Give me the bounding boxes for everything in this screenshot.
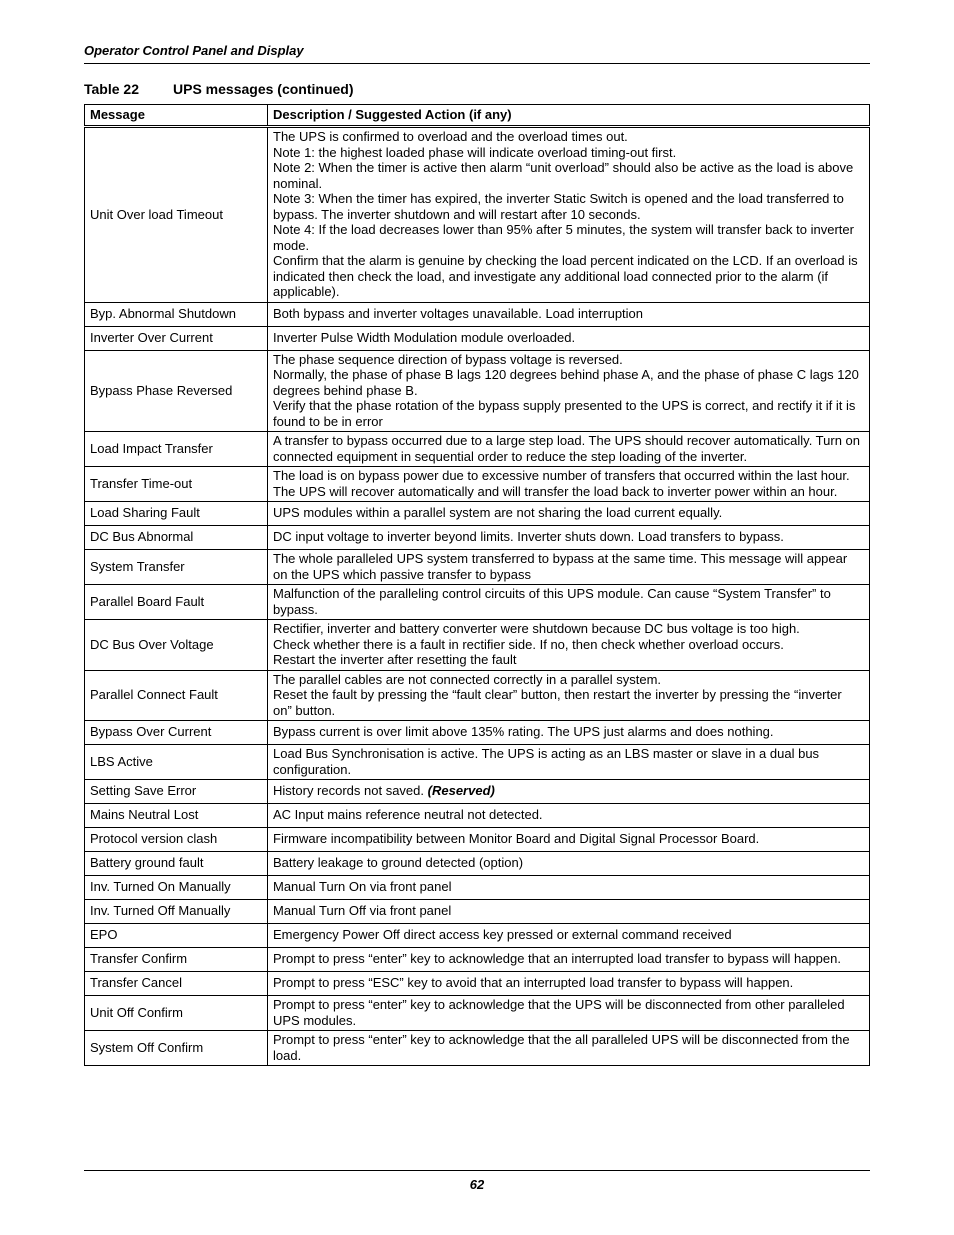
table-row	[85, 721, 870, 745]
table-row	[85, 550, 870, 585]
message-cell: Parallel Board Fault	[85, 585, 268, 620]
table-row	[85, 804, 870, 828]
description-cell: The phase sequence direction of bypass voltage is reversed. Normally, the phase of phase B lags 120 degrees behind phase A, and the phase of phase C lags 120 degrees behind phase B. Verify that the phase rotation of the bypass supply presented to the UPS is correct, and rectify it if it is found to be in error	[268, 350, 870, 432]
table-row	[85, 526, 870, 550]
message-cell: Battery ground fault	[85, 852, 268, 876]
reserved-note: (Reserved)	[427, 783, 495, 799]
message-cell: LBS Active	[85, 745, 268, 780]
table-row	[85, 350, 870, 432]
table-row	[85, 972, 870, 996]
description-cell: The UPS is confirmed to overload and the overload times out. Note 1: the highest loaded phase will indicate overload timing-out first. Note 2: When the timer is active then alarm “unit overload” should also be active as the load is above nominal. Note 3: When the timer has expired, the inverter Static Switch is opened and the load transferred to bypass. The inverter shutdown and will restart after 10 seconds. Note 4: If the load decreases lower than 95% after 5 minutes, the system will transfer back to inverter mode. Confirm that the alarm is genuine by checking the load percent indicated on the LCD. If an overload is indicated then check the load, and investigate any additional load connected prior to the alarm (if applicable).	[268, 127, 870, 303]
description-cell: Prompt to press “enter” key to acknowledge that an interrupted load transfer to bypass will happen.	[268, 948, 870, 972]
message-cell: Transfer Time-out	[85, 467, 268, 502]
table-row	[85, 127, 870, 303]
table-row	[85, 828, 870, 852]
description-cell: UPS modules within a parallel system are not sharing the load current equally.	[268, 502, 870, 526]
message-cell: Byp. Abnormal Shutdown	[85, 302, 268, 326]
table-caption	[84, 81, 354, 97]
message-cell: DC Bus Over Voltage	[85, 620, 268, 671]
message-cell: Unit Off Confirm	[85, 996, 268, 1031]
message-cell: Bypass Phase Reversed	[85, 350, 268, 432]
description-cell: DC input voltage to inverter beyond limits. Inverter shuts down. Load transfers to bypass.	[268, 526, 870, 550]
table-row	[85, 326, 870, 350]
table-row	[85, 432, 870, 467]
description-cell: Manual Turn On via front panel	[268, 876, 870, 900]
table-row	[85, 924, 870, 948]
table-row	[85, 620, 870, 671]
message-cell: Setting Save Error	[85, 780, 268, 804]
description-cell: The whole paralleled UPS system transferred to bypass at the same time. This message will appear on the UPS which passive transfer to bypass	[268, 550, 870, 585]
description-cell: Prompt to press “ESC” key to avoid that an interrupted load transfer to bypass will happen.	[268, 972, 870, 996]
description-cell: Manual Turn Off via front panel	[268, 900, 870, 924]
description-cell: Firmware incompatibility between Monitor Board and Digital Signal Processor Board.	[268, 828, 870, 852]
table-row	[85, 948, 870, 972]
table-header-row	[85, 105, 870, 127]
description-cell: Bypass current is over limit above 135% rating. The UPS just alarms and does nothing.	[268, 721, 870, 745]
table-row	[85, 900, 870, 924]
description-cell	[268, 780, 870, 804]
message-cell: Inverter Over Current	[85, 326, 268, 350]
description-cell: Rectifier, inverter and battery converter were shutdown because DC bus voltage is too high. Check whether there is a fault in rectifier side. If no, then check whether overload occurs. Restart the inverter after resetting the fault	[268, 620, 870, 671]
description-text: History records not saved.	[273, 783, 425, 799]
table-row	[85, 502, 870, 526]
message-cell: EPO	[85, 924, 268, 948]
description-cell: Prompt to press “enter” key to acknowledge that the UPS will be disconnected from other paralleled UPS modules.	[268, 996, 870, 1031]
table-row	[85, 745, 870, 780]
message-cell: Load Sharing Fault	[85, 502, 268, 526]
running-header: Operator Control Panel and Display	[84, 43, 870, 64]
table-number: Table 22	[84, 81, 139, 97]
table-row	[85, 467, 870, 502]
message-cell: Transfer Confirm	[85, 948, 268, 972]
message-cell: DC Bus Abnormal	[85, 526, 268, 550]
ups-messages-table	[84, 104, 870, 1066]
message-cell: Unit Over load Timeout	[85, 127, 268, 303]
column-header-description: Description / Suggested Action (if any)	[268, 105, 870, 127]
table-row	[85, 670, 870, 721]
description-cell: The load is on bypass power due to excessive number of transfers that occurred within the last hour. The UPS will recover automatically and will transfer the load back to inverter power within an hour.	[268, 467, 870, 502]
description-cell: Load Bus Synchronisation is active. The UPS is acting as an LBS master or slave in a dual bus configuration.	[268, 745, 870, 780]
message-cell: Inv. Turned Off Manually	[85, 900, 268, 924]
description-cell: Battery leakage to ground detected (option)	[268, 852, 870, 876]
table-row	[85, 876, 870, 900]
message-cell: Load Impact Transfer	[85, 432, 268, 467]
table-row	[85, 780, 870, 804]
description-cell: Both bypass and inverter voltages unavailable. Load interruption	[268, 302, 870, 326]
message-cell: Parallel Connect Fault	[85, 670, 268, 721]
table-row	[85, 852, 870, 876]
description-cell: Inverter Pulse Width Modulation module overloaded.	[268, 326, 870, 350]
message-cell: System Transfer	[85, 550, 268, 585]
description-cell: AC Input mains reference neutral not detected.	[268, 804, 870, 828]
message-cell: Transfer Cancel	[85, 972, 268, 996]
table-row	[85, 302, 870, 326]
message-cell: Inv. Turned On Manually	[85, 876, 268, 900]
message-cell: System Off Confirm	[85, 1031, 268, 1066]
message-cell: Mains Neutral Lost	[85, 804, 268, 828]
table-row	[85, 585, 870, 620]
table-title: UPS messages (continued)	[173, 81, 354, 97]
footer-rule	[84, 1170, 870, 1171]
page-number: 62	[469, 1177, 485, 1192]
table-body	[85, 127, 870, 1066]
description-cell: Emergency Power Off direct access key pressed or external command received	[268, 924, 870, 948]
description-cell: Malfunction of the paralleling control circuits of this UPS module. Can cause “System Transfer” to bypass.	[268, 585, 870, 620]
description-cell: A transfer to bypass occurred due to a large step load. The UPS should recover automatically. Turn on connected equipment in sequential order to reduce the step loading of the inverter.	[268, 432, 870, 467]
message-cell: Bypass Over Current	[85, 721, 268, 745]
description-cell: Prompt to press “enter” key to acknowledge that the all paralleled UPS will be disconnected from the load.	[268, 1031, 870, 1066]
description-cell: The parallel cables are not connected correctly in a parallel system. Reset the fault by pressing the “fault clear” button, then restart the inverter by pressing the “inverter on” button.	[268, 670, 870, 721]
message-cell: Protocol version clash	[85, 828, 268, 852]
table-row	[85, 996, 870, 1031]
table-row	[85, 1031, 870, 1066]
column-header-message: Message	[85, 105, 268, 127]
